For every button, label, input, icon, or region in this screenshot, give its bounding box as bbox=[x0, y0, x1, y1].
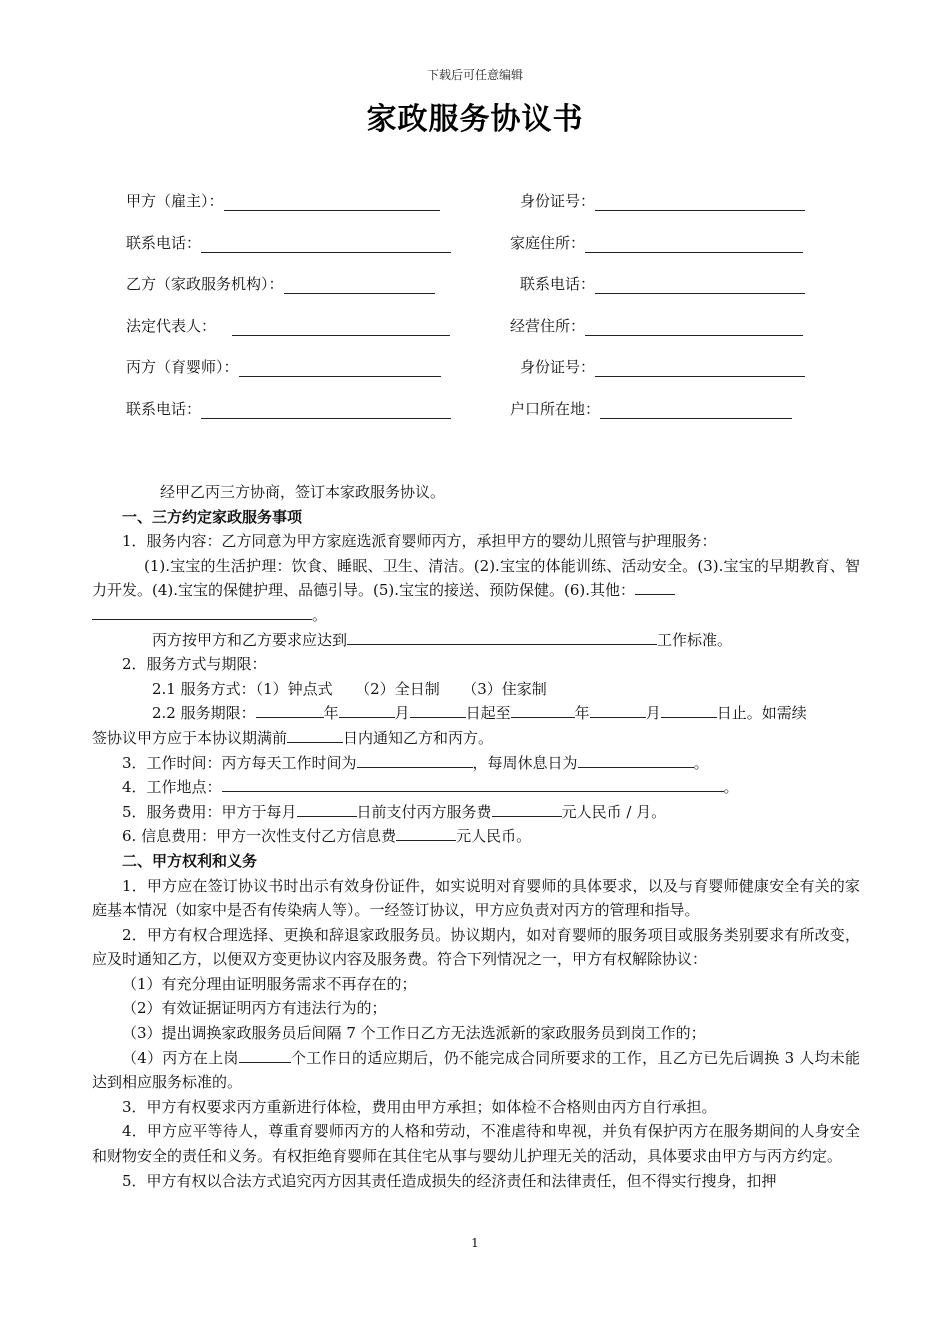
clause-text: 日内通知乙方和丙方。 bbox=[343, 728, 494, 747]
fill-blank[interactable] bbox=[284, 275, 435, 294]
field-label: 法定代表人： bbox=[126, 316, 217, 335]
fill-blank[interactable] bbox=[511, 703, 575, 718]
clause-paragraph: 4．甲方应平等待人，尊重育婴师丙方的人格和劳动，不准虐待和卑视，并负有保护丙方在服务期间的人身安全和财物安全的责任和义务。有权拒绝育婴师在其住宅从事与婴幼儿护理无关的活动，具体要求由甲方与丙方约定。 bbox=[92, 1122, 860, 1166]
legal-rep-field bbox=[126, 315, 450, 336]
document-title: 家政服务协议书 bbox=[366, 102, 584, 137]
fill-blank[interactable] bbox=[410, 703, 466, 718]
party-b-phone-field bbox=[520, 273, 805, 294]
clause-text: 日起至 bbox=[465, 704, 511, 723]
party-row bbox=[0, 398, 950, 440]
fill-blank[interactable] bbox=[339, 703, 395, 718]
work-location-line bbox=[92, 775, 860, 800]
clause-text: 4．工作地点： bbox=[122, 778, 222, 797]
clause-text: 个工作日的适应期后，仍不能完成合同所要求的工作，且乙方已先后调换 3 人均未能达到相应服务标准的。 bbox=[92, 1048, 860, 1092]
clause-text: 元人民币 / 月。 bbox=[561, 802, 667, 821]
field-label: 丙方（育婴师）： bbox=[126, 358, 239, 376]
fill-blank[interactable] bbox=[347, 630, 657, 645]
fill-blank[interactable] bbox=[492, 802, 562, 817]
clause-text: 签协议甲方应于本协议期满前 bbox=[92, 728, 288, 747]
clause-text: 工作标准。 bbox=[657, 630, 733, 649]
clause-text: 元人民币。 bbox=[456, 827, 532, 846]
fill-blank[interactable] bbox=[239, 1048, 291, 1063]
fill-blank[interactable] bbox=[232, 317, 450, 336]
clause-paragraph: 1．甲方应在签订协议书时出示有效身份证件，如实说明对育婴师的具体要求，以及与育婴师健康安全有关的家庭基本情况（如家中是否有传染病人等）。一经签订协议，甲方应负责对丙方的管理和指导。 bbox=[92, 876, 860, 920]
clause-paragraph: 5．甲方有权以合法方式追究丙方因其责任造成损失的经济责任和法律责任，但不得实行搜身，扣押 bbox=[122, 1171, 777, 1190]
clause-text: 2.2 服务期限： bbox=[152, 704, 256, 723]
work-time-line bbox=[92, 751, 860, 776]
info-fee-line bbox=[92, 824, 860, 849]
section-heading: 一、三方约定家政服务事项 bbox=[122, 507, 303, 526]
household-registration-field bbox=[510, 398, 792, 419]
party-c-phone-field bbox=[126, 398, 451, 419]
clause-text: 。 bbox=[312, 605, 328, 624]
clause-paragraph: 1．服务内容：乙方同意为甲方家庭选派育婴师丙方，承担甲方的婴幼儿照管与护理服务： bbox=[122, 532, 717, 551]
fill-blank[interactable] bbox=[239, 358, 441, 377]
clause-text: 。 bbox=[693, 753, 709, 772]
renewal-notice-line bbox=[92, 726, 860, 751]
fill-blank[interactable] bbox=[357, 753, 473, 768]
fill-blank[interactable] bbox=[297, 802, 357, 817]
clause-text: 月 bbox=[394, 704, 410, 723]
fill-blank[interactable] bbox=[661, 703, 717, 718]
field-label: 身份证号： bbox=[520, 358, 596, 376]
fill-blank[interactable] bbox=[256, 703, 324, 718]
party-a-name-field bbox=[126, 190, 440, 211]
party-info-section bbox=[0, 190, 950, 439]
clause-text: (1).宝宝的生活护理：饮食、睡眠、卫生、清洁。(2).宝宝的体能训练、活动安全。(3).宝宝的早期教育、智力开发。(4).宝宝的保健护理、品德引导。(5).宝宝的接送、预防保健。(6).其他： bbox=[92, 556, 860, 600]
service-period-line bbox=[92, 701, 860, 726]
clause-text: 6. 信息费用：甲方一次性支付乙方信息费 bbox=[122, 827, 397, 846]
field-label: 乙方（家政服务机构）： bbox=[126, 275, 284, 293]
fill-blank[interactable] bbox=[585, 317, 803, 336]
field-label: 联系电话： bbox=[126, 233, 202, 252]
termination-condition: （3）提出调换家政服务员后间隔 7 个工作日乙方无法选派新的家政服务员到岗工作的； bbox=[122, 1024, 706, 1043]
clause-paragraph: 2．甲方有权合理选择、更换和辞退家政服务员。协议期内，如对育婴师的服务项目或服务类别要求有所改变，应及时通知乙方，以便双方变更协议内容及服务费。符合下列情况之一，甲方有权解除协议： bbox=[92, 925, 860, 969]
party-a-phone-field bbox=[126, 232, 451, 253]
clause-text: ，每周休息日为 bbox=[472, 753, 578, 772]
fill-blank[interactable] bbox=[396, 826, 456, 841]
fill-blank[interactable] bbox=[595, 192, 805, 211]
fill-blank[interactable] bbox=[222, 777, 724, 792]
party-b-name-field bbox=[126, 273, 435, 294]
fill-blank[interactable] bbox=[578, 753, 694, 768]
party-a-id-field bbox=[520, 190, 805, 211]
party-row bbox=[0, 232, 950, 274]
field-label: 身份证号： bbox=[520, 192, 596, 210]
field-label: 联系电话： bbox=[126, 399, 202, 418]
page-number: 1 bbox=[471, 1236, 479, 1250]
field-label: 甲方（雇主）： bbox=[126, 192, 224, 210]
fill-blank[interactable] bbox=[600, 400, 792, 419]
termination-condition bbox=[92, 1046, 860, 1095]
clause-text: 3．工作时间：丙方每天工作时间为 bbox=[122, 753, 357, 772]
clause-paragraph: 3．甲方有权要求丙方重新进行体检，费用由甲方承担；如体检不合格则由丙方自行承担。 bbox=[122, 1097, 717, 1116]
clause-text: 日止。如需续 bbox=[716, 704, 807, 723]
fill-blank[interactable] bbox=[224, 192, 440, 211]
agreement-body bbox=[92, 480, 860, 1193]
fill-blank[interactable] bbox=[201, 400, 451, 419]
fill-blank[interactable] bbox=[287, 728, 343, 743]
field-label: 户口所在地： bbox=[510, 399, 601, 418]
clause-text: 丙方按甲方和乙方要求应达到 bbox=[152, 630, 348, 649]
fill-blank[interactable] bbox=[595, 275, 805, 294]
fill-blank[interactable] bbox=[595, 358, 805, 377]
party-c-id-field bbox=[520, 356, 805, 377]
clause-text: 年 bbox=[574, 704, 590, 723]
service-mode-line: 2.1 服务方式：（1）钟点式 （2）全日制 （3）住家制 bbox=[152, 679, 547, 698]
service-content-detail bbox=[92, 554, 860, 628]
party-row bbox=[0, 190, 950, 232]
work-standard-line bbox=[92, 628, 860, 653]
party-row bbox=[0, 315, 950, 357]
field-label: 联系电话： bbox=[520, 275, 596, 293]
clause-text: 。 bbox=[723, 778, 739, 797]
header-note: 下载后可任意编辑 bbox=[426, 68, 523, 82]
fill-blank[interactable] bbox=[585, 234, 803, 253]
party-row bbox=[0, 356, 950, 398]
section-heading: 二、甲方权利和义务 bbox=[122, 851, 258, 870]
fill-blank[interactable] bbox=[201, 234, 451, 253]
clause-text: 日前支付丙方服务费 bbox=[356, 802, 492, 821]
clause-paragraph: 2．服务方式与期限： bbox=[122, 655, 267, 674]
business-address-field bbox=[510, 315, 803, 336]
field-label: 家庭住所： bbox=[510, 233, 586, 252]
clause-text: （4）丙方在上岗 bbox=[122, 1048, 239, 1067]
termination-condition: （1）有充分理由证明服务需求不再存在的； bbox=[122, 974, 417, 993]
intro-paragraph: 经甲乙丙三方协商，签订本家政服务协议。 bbox=[160, 483, 446, 501]
clause-text: 月 bbox=[645, 704, 661, 723]
party-row bbox=[0, 273, 950, 315]
fill-blank[interactable] bbox=[92, 605, 312, 620]
fill-blank[interactable] bbox=[590, 703, 646, 718]
termination-condition: （2）有效证据证明丙方有违法行为的； bbox=[122, 999, 387, 1018]
party-c-name-field bbox=[126, 356, 441, 377]
fill-blank[interactable] bbox=[635, 580, 675, 595]
party-a-address-field bbox=[510, 232, 803, 253]
service-fee-line bbox=[92, 800, 860, 825]
clause-text: 年 bbox=[323, 704, 339, 723]
clause-text: 5．服务费用：甲方于每月 bbox=[122, 802, 297, 821]
field-label: 经营住所： bbox=[510, 316, 586, 335]
